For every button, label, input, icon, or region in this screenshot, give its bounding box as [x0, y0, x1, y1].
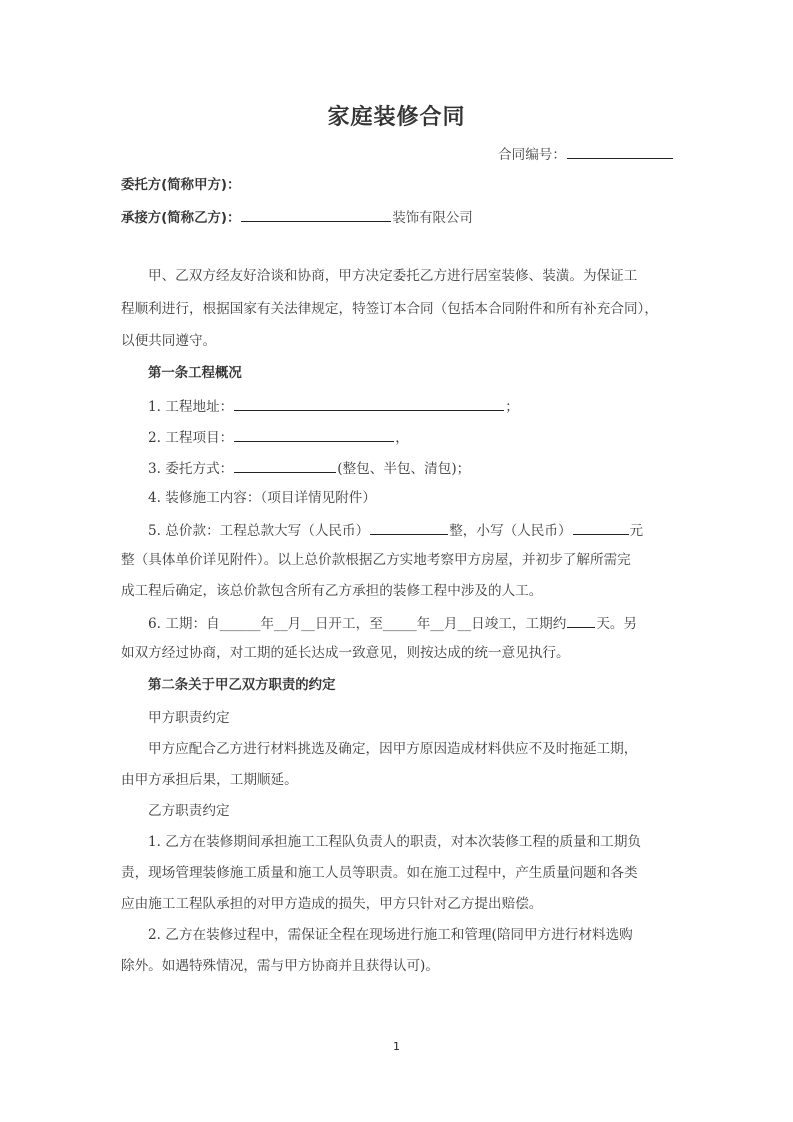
item5-total-price	[148, 519, 643, 541]
party-b-duties-heading: 乙方职责约定	[148, 803, 230, 819]
item5-part-c: 元	[629, 523, 644, 539]
item1-project-address	[148, 395, 519, 417]
party-a-duties-line-2: 由甲方承担后果，工期顺延。	[121, 772, 298, 788]
item3-commission-mode	[148, 457, 470, 479]
item3-label: 3. 委托方式：	[148, 461, 234, 477]
party-b-blank[interactable]	[241, 206, 391, 222]
duration-days-blank[interactable]	[567, 612, 595, 628]
item5-line-3: 成工程后确定，该总价款包含所有乙方承担的装修工程中涉及的人工。	[121, 583, 543, 599]
item2-end: ，	[395, 430, 409, 446]
item2-project-item	[148, 426, 409, 448]
project-address-blank[interactable]	[234, 395, 504, 411]
page-number: 1	[393, 1040, 400, 1053]
item2-label: 2. 工程项目：	[148, 430, 234, 446]
party-b-item1-line-3: 应由施工工程队承担的对甲方造成的损失，甲方只针对乙方提出赔偿。	[121, 896, 543, 912]
party-a-duties-heading: 甲方职责约定	[148, 710, 230, 726]
item6-part-b: 天。另	[596, 616, 638, 632]
item1-end: ；	[505, 399, 519, 415]
intro-line-2: 程顺利进行，根据国家有关法律规定，特签订本合同（包括本合同附件和所有补充合同），	[121, 301, 658, 317]
item5-part-b: 整，小写（人民币）	[449, 523, 572, 539]
party-b-item2-line-1: 2. 乙方在装修过程中，需保证全程在现场进行施工和管理(陪同甲方进行材料选购	[148, 927, 633, 943]
item1-label: 1. 工程地址：	[148, 399, 234, 415]
contract-number-blank[interactable]	[567, 143, 673, 159]
item3-end: (整包、半包、清包)；	[337, 461, 471, 477]
intro-line-3: 以便共同遵守。	[121, 333, 217, 349]
contract-number-field	[498, 143, 674, 163]
section1-heading: 第一条工程概况	[148, 366, 242, 381]
party-b-item1-line-1: 1. 乙方在装修期间承担施工工程队负责人的职责，对本次装修工程的质量和工期负	[148, 834, 642, 850]
party-a-label: 委托方(简称甲方)：	[121, 178, 241, 193]
intro-line-1: 甲、乙双方经友好洽谈和协商，甲方决定委托乙方进行居室装修、装潢。为保证工	[148, 268, 638, 284]
item6-line-2: 如双方经过协商，对工期的延长达成一致意见，则按达成的统一意见执行。	[121, 645, 570, 661]
project-item-blank[interactable]	[234, 426, 394, 442]
party-b-label: 承接方(简称乙方)：	[121, 211, 241, 226]
party-a-duties-line-1: 甲方应配合乙方进行材料挑选及确定，因甲方原因造成材料供应不及时拖延工期，	[148, 741, 638, 757]
section2-heading: 第二条关于甲乙双方职责的约定	[148, 678, 336, 693]
document-title: 家庭装修合同	[327, 105, 466, 130]
item6-duration	[148, 612, 637, 634]
party-b-line	[121, 206, 473, 229]
item5-line-2: 整（具体单价详见附件）。以上总价款根据乙方实地考察甲方房屋，并初步了解所需完	[121, 552, 631, 568]
item4-construction-content: 4. 装修施工内容：（项目详情见附件）	[148, 490, 376, 506]
commission-mode-blank[interactable]	[234, 457, 336, 473]
item6-part-a: 6. 工期：自______年__月__日开工，至_____年__月__日竣工，工期约	[148, 616, 567, 632]
party-a-line	[121, 176, 240, 196]
item5-part-a: 5. 总价款：工程总款大写（人民币）	[148, 523, 370, 539]
party-b-item1-line-2: 责，现场管理装修施工质量和施工人员等职责。如在施工过程中，产生质量问题和各类	[121, 865, 638, 881]
contract-number-label: 合同编号：	[498, 147, 566, 163]
price-uppercase-blank[interactable]	[370, 519, 448, 535]
party-b-item2-line-2: 除外。如遇特殊情况，需与甲方协商并且获得认可)。	[121, 958, 439, 974]
price-lowercase-blank[interactable]	[573, 519, 629, 535]
party-b-suffix: 装饰有限公司	[392, 211, 473, 226]
